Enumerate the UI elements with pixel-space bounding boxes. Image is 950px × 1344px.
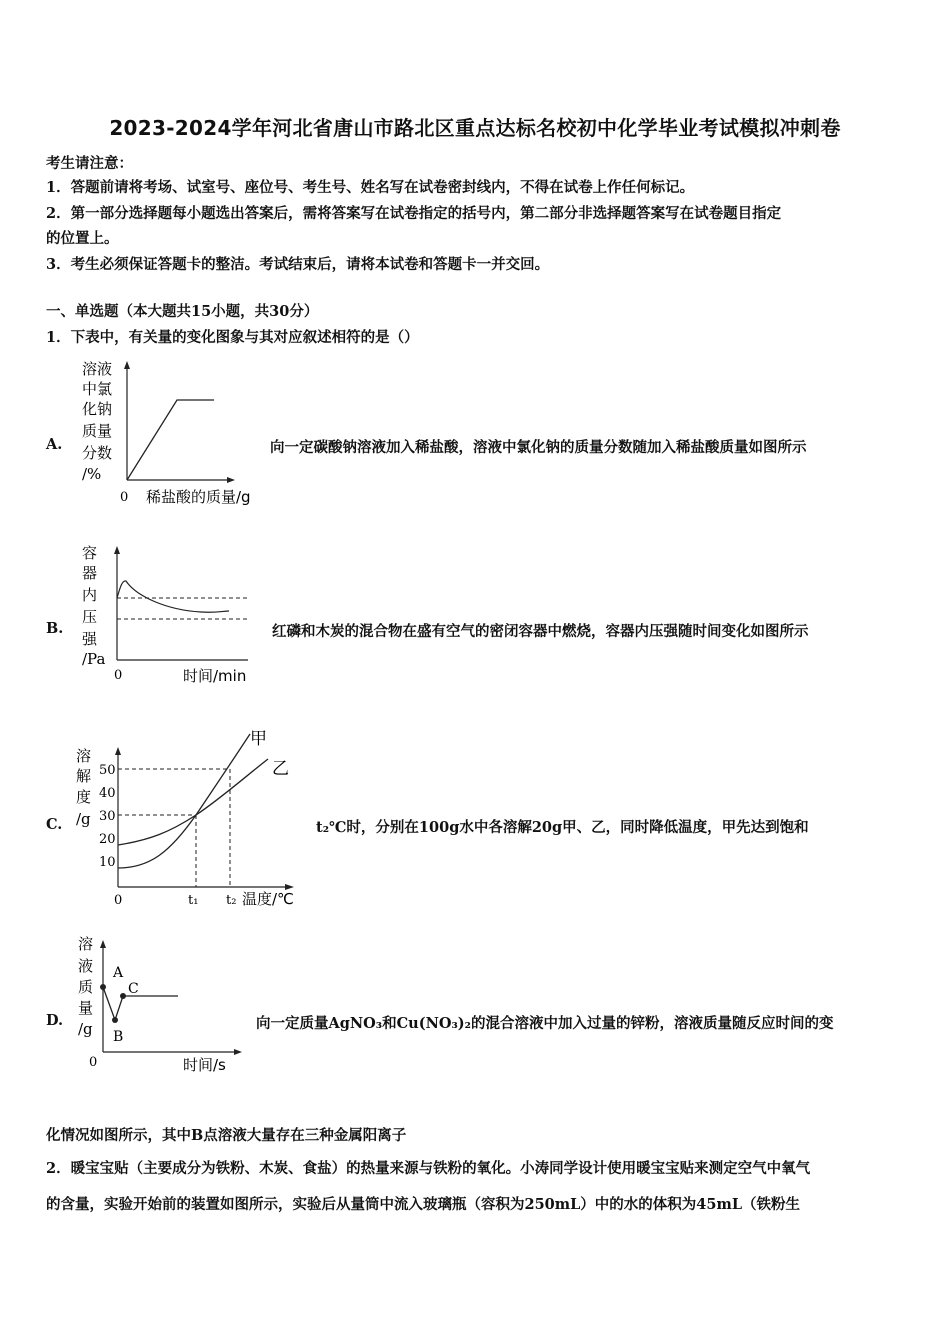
curve xyxy=(127,400,214,480)
graph-c-xlabel: 温度/℃ xyxy=(242,890,294,908)
point-b xyxy=(112,1017,118,1023)
curve-yi xyxy=(118,759,268,845)
option-text: 向一定碳酸钠溶液加入稀盐酸，溶液中氯化钠的质量分数随加入稀盐酸质量如图所示 xyxy=(270,439,807,456)
graph-d xyxy=(70,930,260,1080)
x-tick: t₂ xyxy=(226,893,237,908)
x-axis-arrow-icon xyxy=(227,477,235,483)
y-tick: 10 xyxy=(99,855,116,870)
graph-d-ylabel: 质 xyxy=(78,978,94,996)
notice-item: 2．第一部分选择题每小题选出答案后，需将答案写在试卷指定的括号内，第二部分非选择题答案写在试卷题目指定 xyxy=(46,205,782,222)
graph-b-ylabel: 容 xyxy=(82,544,98,562)
graph-b-ylabel: 器 xyxy=(82,564,98,582)
graph-a-ylabel: 溶液 xyxy=(82,360,113,378)
curve xyxy=(103,987,178,1020)
graph-d-origin: 0 xyxy=(89,1055,98,1070)
graph-c-ylabel: 解 xyxy=(76,767,92,785)
y-tick: 40 xyxy=(99,786,116,801)
graph-c-ylabel: 度 xyxy=(76,788,92,806)
y-tick: 20 xyxy=(99,832,116,847)
option-letter: C. xyxy=(46,816,63,833)
graph-c xyxy=(70,722,302,917)
series-label-jia: 甲 xyxy=(250,729,267,749)
page-title: 2023-2024学年河北省唐山市路北区重点达标名校初中化学毕业考试模拟冲刺卷 xyxy=(109,116,841,140)
graph-b-xlabel: 时间/min xyxy=(183,667,247,685)
notice-item: 的位置上。 xyxy=(46,230,119,247)
question-2-line: 的含量，实验开始前的装置如图所示，实验后从量筒中流入玻璃瓶（容积为250mL）中的水的体积为45mL（铁粉生 xyxy=(46,1196,801,1213)
graph-b-ylabel: 内 xyxy=(82,586,98,604)
question-stem: 1．下表中，有关量的变化图象与其对应叙述相符的是（） xyxy=(46,329,419,346)
point-c xyxy=(120,993,126,999)
notice-item: 3．考生必须保证答题卡的整洁。考试结束后，请将本试卷和答题卡一并交回。 xyxy=(46,256,550,273)
graph-a-ylabel: 分数 xyxy=(82,444,113,462)
option-text: t₂℃时，分别在100g水中各溶解20g甲、乙，同时降低温度，甲先达到饱和 xyxy=(316,819,809,836)
point-a xyxy=(100,984,106,990)
y-tick: 50 xyxy=(99,763,116,778)
graph-d-ylabel: 液 xyxy=(78,957,94,975)
y-axis-arrow-icon xyxy=(100,940,106,948)
graph-a xyxy=(76,355,266,510)
graph-c-ylabel: 溶 xyxy=(76,747,92,765)
y-axis-arrow-icon xyxy=(114,546,120,554)
option-continuation: 化情况如图所示，其中B点溶液大量存在三种金属阳离子 xyxy=(46,1127,407,1144)
option-text: 红磷和木炭的混合物在盛有空气的密闭容器中燃烧，容器内压强随时间变化如图所示 xyxy=(272,623,809,640)
graph-b-ylabel: /Pa xyxy=(82,650,106,668)
graph-b-ylabel: 压 xyxy=(82,608,98,626)
graph-a-ylabel: 化钠 xyxy=(82,400,113,418)
option-letter: A. xyxy=(46,436,63,453)
question-2-line: 2．暖宝宝贴（主要成分为铁粉、木炭、食盐）的热量来源与铁粉的氧化。小涛同学设计使用暖宝宝贴来测定空气中氧气 xyxy=(46,1160,811,1177)
notice-item: 1．答题前请将考场、试室号、座位号、考生号、姓名写在试卷密封线内，不得在试卷上作任何标记。 xyxy=(46,179,695,196)
option-text: 向一定质量AgNO₃和Cu(NO₃)₂的混合溶液中加入过量的锌粉，溶液质量随反应时间的变 xyxy=(256,1015,834,1032)
graph-d-xlabel: 时间/s xyxy=(183,1056,226,1074)
graph-b-origin: 0 xyxy=(114,668,123,683)
y-axis-arrow-icon xyxy=(124,361,130,369)
point-label: C xyxy=(128,981,139,997)
series-label-yi: 乙 xyxy=(272,759,289,779)
graph-a-origin: 0 xyxy=(120,490,129,505)
graph-a-ylabel: /% xyxy=(82,465,102,483)
point-label: B xyxy=(113,1029,124,1045)
x-tick: t₁ xyxy=(188,893,199,908)
section-heading: 一、单选题（本大题共15小题，共30分） xyxy=(46,303,319,320)
graph-a-ylabel: 中氯 xyxy=(82,380,113,398)
curve xyxy=(117,581,229,612)
graph-c-origin: 0 xyxy=(114,893,123,908)
point-label: A xyxy=(113,965,124,981)
y-axis-arrow-icon xyxy=(115,747,121,755)
y-tick: 30 xyxy=(99,809,116,824)
graph-d-ylabel: 溶 xyxy=(78,935,94,953)
option-letter: D. xyxy=(46,1012,64,1029)
option-letter: B. xyxy=(46,620,64,637)
graph-d-ylabel: /g xyxy=(78,1020,93,1038)
graph-b-ylabel: 强 xyxy=(82,630,98,648)
graph-a-ylabel: 质量 xyxy=(82,422,113,440)
graph-b xyxy=(76,538,266,693)
x-axis-arrow-icon xyxy=(234,1049,242,1055)
graph-c-ylabel: /g xyxy=(76,810,91,828)
notice-heading: 考生请注意： xyxy=(46,155,133,172)
graph-a-xlabel: 稀盐酸的质量/g xyxy=(146,488,251,506)
graph-d-ylabel: 量 xyxy=(78,999,94,1017)
